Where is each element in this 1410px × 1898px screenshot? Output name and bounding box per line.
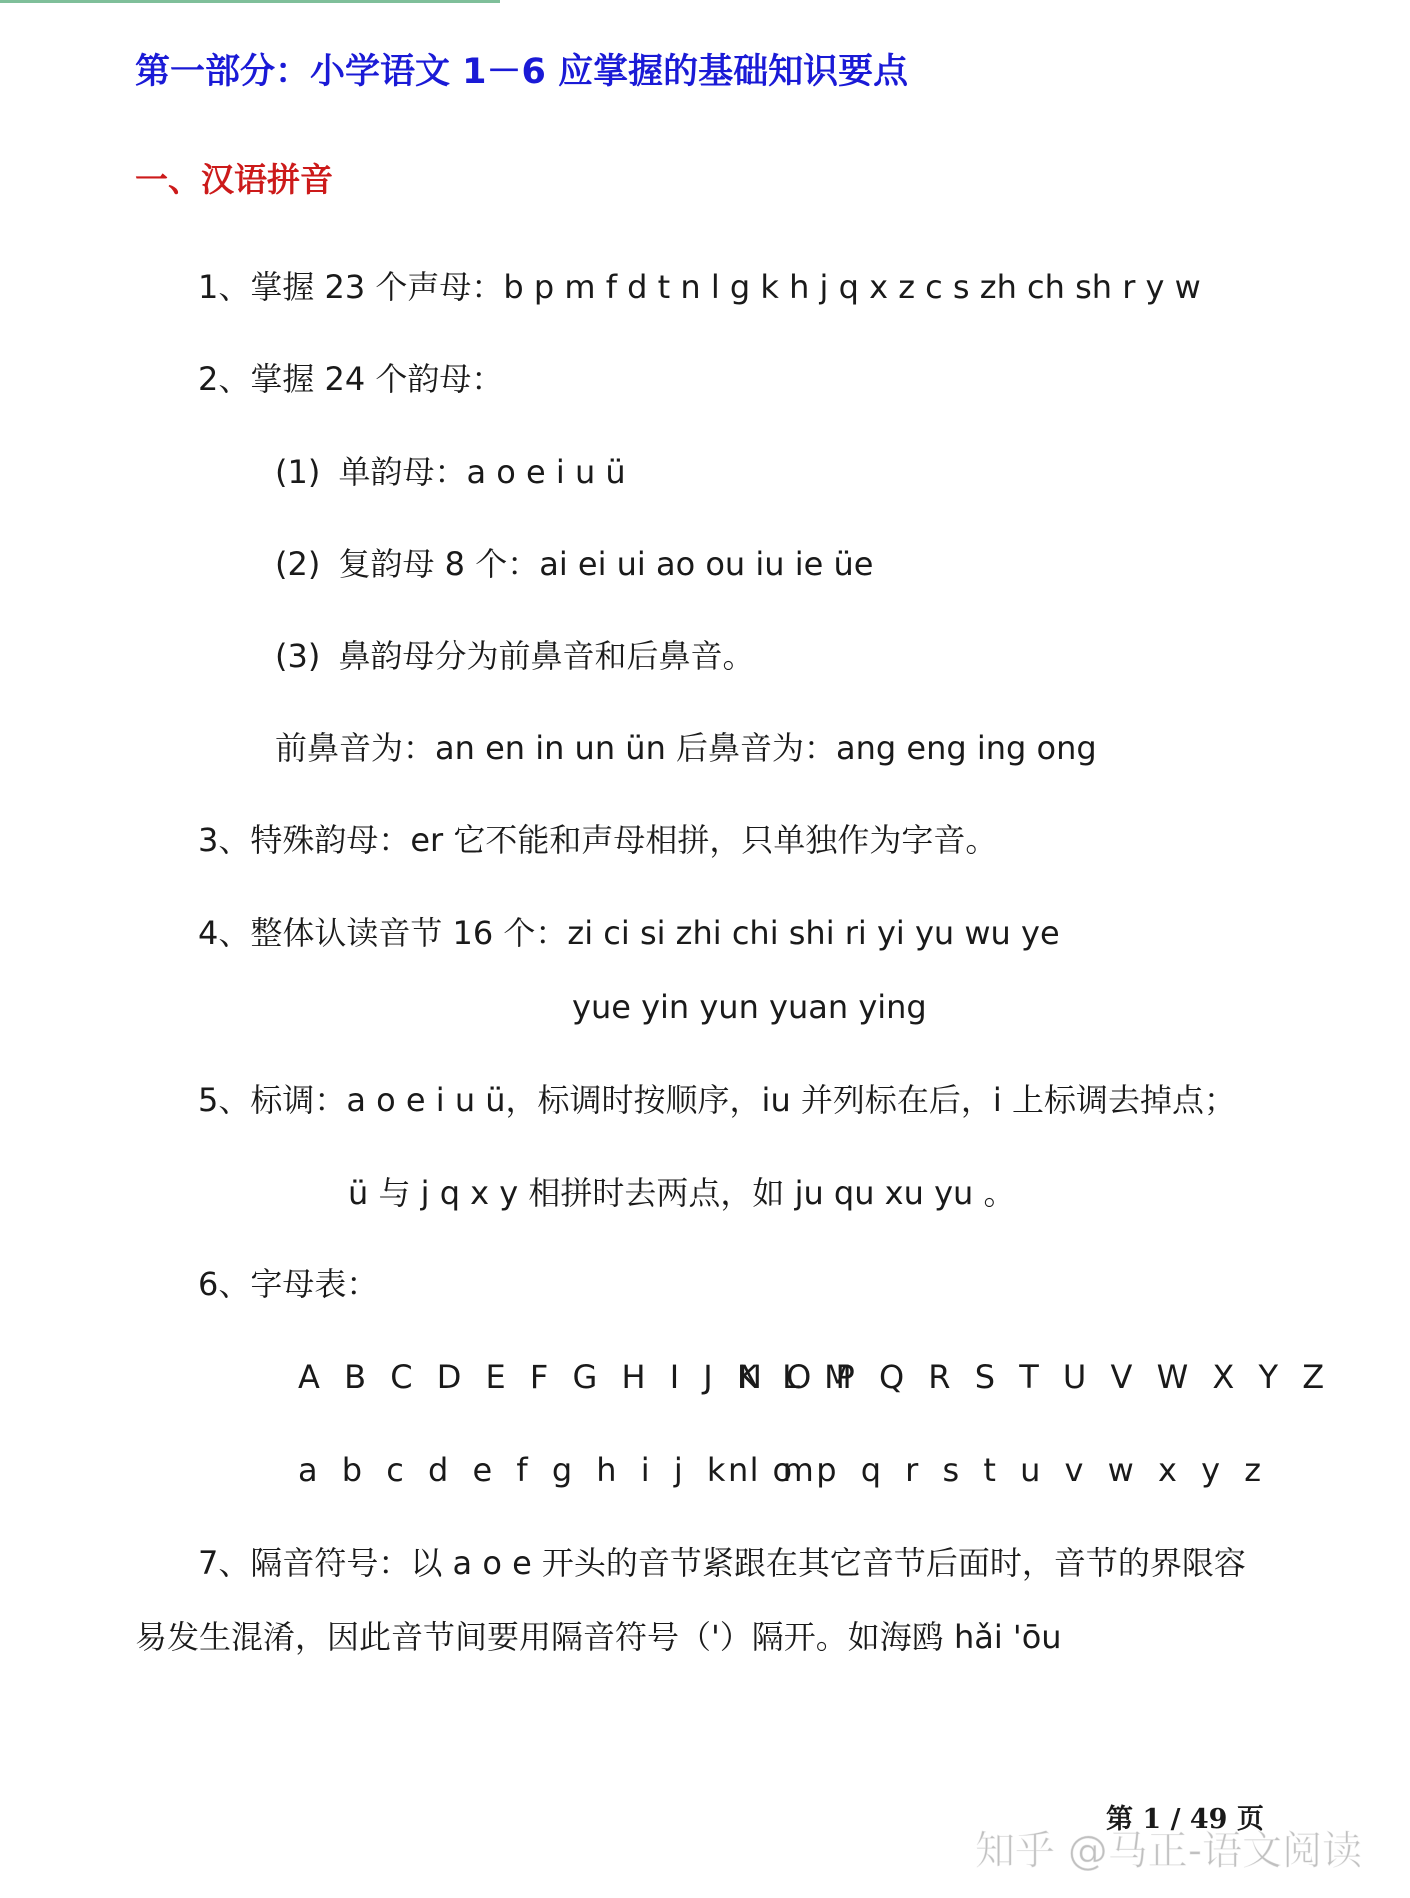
item-4-line-1: 4、整体认读音节 16 个：zi ci si zhi chi shi ri yi yu wu ye [198, 914, 1060, 952]
item-2-1-text: 单韵母：a o e i u ü [338, 453, 626, 491]
item-7-line-1: 7、隔音符号：以 a o e 开头的音节紧跟在其它音节后面时，音节的界限容 [198, 1544, 1246, 1582]
item-2-2-text: 复韵母 8 个：ai ei ui ao ou iu ie üe [338, 545, 874, 583]
item-2-1-label: (1) [275, 453, 321, 491]
item-2-finals: 2、掌握 24 个韵母： [198, 360, 504, 398]
alphabet-upper-second: N O P Q R S T U V W X Y Z [738, 1358, 1332, 1396]
item-1-initials: 1、掌握 23 个声母：b p m f d t n l g k h j q x z c s zh ch sh r y w [198, 268, 1201, 306]
item-7-line-2: 易发生混淆，因此音节间要用隔音符号（'）隔开。如海鸥 hǎi 'ōu [135, 1618, 1062, 1656]
page-title: 第一部分：小学语文 1－6 应掌握的基础知识要点 [135, 52, 909, 92]
alphabet-lower-first: a b c d e f g h i j k l m [298, 1451, 821, 1489]
item-3-special-final: 3、特殊韵母：er 它不能和声母相拼，只单独作为字音。 [198, 821, 998, 859]
page-number: 第 1 / 49 页 [1106, 1804, 1264, 1835]
item-4-line-2: yue yin yun yuan ying [572, 988, 927, 1026]
item-2-3-text: 鼻韵母分为前鼻音和后鼻音。 [338, 637, 755, 675]
item-2-3-detail: 前鼻音为：an en in un ün 后鼻音为：ang eng ing ong [275, 729, 1097, 767]
item-2-1 [275, 452, 626, 492]
item-2-3 [275, 636, 755, 676]
item-5-line-1: 5、标调：a o e i u ü，标调时按顺序，iu 并列标在后，i 上标调去掉点； [198, 1081, 1236, 1119]
top-rule [0, 0, 500, 3]
item-6-alphabet: 6、字母表： [198, 1265, 379, 1303]
watermark: 知乎 @马正-语文阅读 [975, 1828, 1363, 1874]
alphabet-upper-first: A B C D E F G H I J K L M [298, 1358, 859, 1396]
section-heading: 一、汉语拼音 [135, 160, 333, 199]
item-2-2 [275, 544, 873, 584]
item-5-line-2: ü 与 j q x y 相拼时去两点，如 ju qu xu yu 。 [348, 1174, 1016, 1212]
item-2-2-label: (2) [275, 545, 321, 583]
alphabet-lower-second: n o p q r s t u v w x y z [728, 1451, 1268, 1489]
item-2-3-label: (3) [275, 637, 321, 675]
